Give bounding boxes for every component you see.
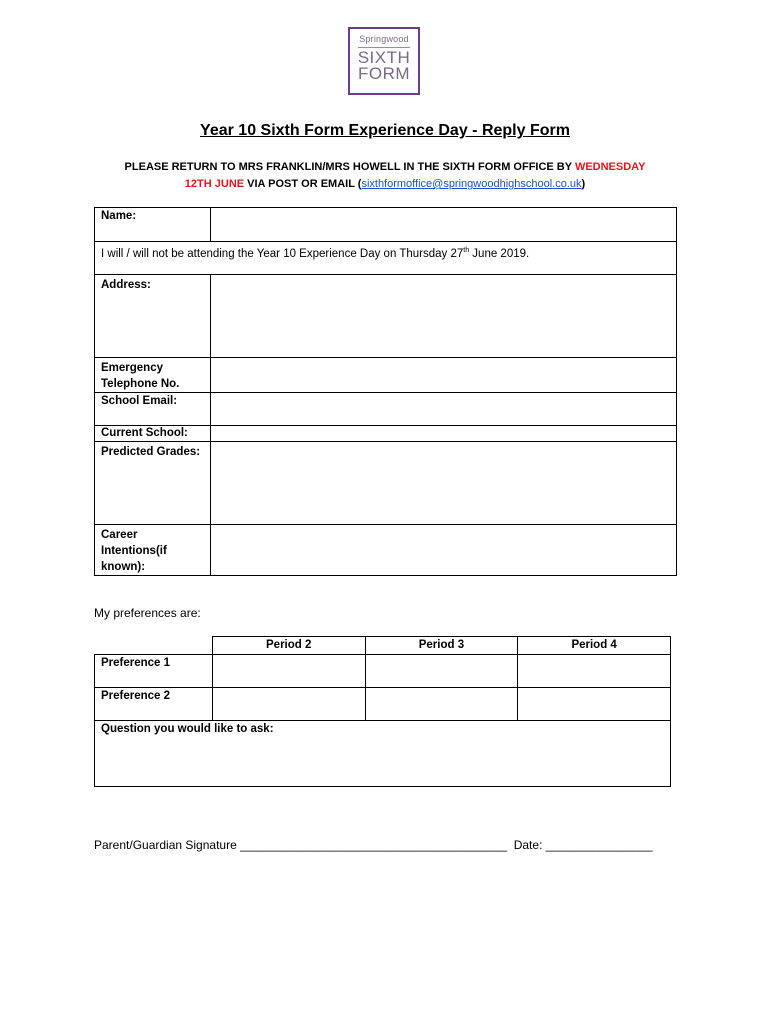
logo-line1: SIXTH xyxy=(357,48,411,67)
address-field[interactable] xyxy=(211,275,677,358)
notice-text-1: PLEASE RETURN TO MRS FRANKLIN/MRS HOWELL IN THE SIXTH FORM OFFICE BY xyxy=(124,161,575,173)
pref1-period4-cell[interactable] xyxy=(518,655,671,688)
return-notice xyxy=(90,159,680,193)
logo-line2: FORM xyxy=(357,64,411,83)
header-blank xyxy=(95,637,213,655)
table-row xyxy=(95,275,677,358)
table-row xyxy=(95,688,671,721)
table-row xyxy=(95,426,677,442)
attendance-text-before: I will / will not be attending the Year 10 Experience Day on Thursday 27 xyxy=(101,247,464,260)
pref2-period3-cell[interactable] xyxy=(365,688,518,721)
current-school-field[interactable] xyxy=(211,426,677,442)
table-row xyxy=(95,358,677,393)
address-label: Address: xyxy=(95,275,211,358)
career-intentions-label: Career Intentions(if known): xyxy=(95,525,211,576)
header-period-4: Period 4 xyxy=(518,637,671,655)
pref1-period2-cell[interactable] xyxy=(212,655,365,688)
current-school-label: Current School: xyxy=(95,426,211,442)
signature-label[interactable]: Parent/Guardian Signature ________________________________________ xyxy=(94,838,508,852)
pref2-period4-cell[interactable] xyxy=(518,688,671,721)
attendance-text-after: June 2019. xyxy=(469,247,530,260)
signature-line xyxy=(94,838,653,852)
page-title: Year 10 Sixth Form Experience Day - Reply Form xyxy=(200,122,570,139)
preferences-table xyxy=(94,636,671,787)
email-link[interactable]: sixthformoffice@springwoodhighschool.co.uk xyxy=(361,178,582,190)
table-row xyxy=(95,393,677,426)
school-email-label: School Email: xyxy=(95,393,211,426)
name-label: Name: xyxy=(95,208,211,242)
emergency-phone-label: Emergency Telephone No. xyxy=(95,358,211,393)
preference-2-label: Preference 2 xyxy=(95,688,213,721)
notice-text-2: VIA POST OR EMAIL ( xyxy=(244,178,362,190)
predicted-grades-field[interactable] xyxy=(211,442,677,525)
pref1-period3-cell[interactable] xyxy=(365,655,518,688)
pref2-period2-cell[interactable] xyxy=(212,688,365,721)
predicted-grades-label: Predicted Grades: xyxy=(95,442,211,525)
notice-text-3: ) xyxy=(581,178,586,190)
logo-top-text: Springwood xyxy=(359,34,409,44)
school-logo xyxy=(348,27,420,95)
question-field[interactable]: Question you would like to ask: xyxy=(95,721,671,787)
table-row xyxy=(95,442,677,525)
attendance-sup: th xyxy=(463,247,470,254)
career-intentions-field[interactable] xyxy=(211,525,677,576)
table-row xyxy=(95,208,677,242)
header-period-3: Period 3 xyxy=(365,637,518,655)
table-row xyxy=(95,525,677,576)
preferences-intro: My preferences are: xyxy=(94,606,201,620)
emergency-phone-field[interactable] xyxy=(211,358,677,393)
table-row xyxy=(95,721,671,787)
header-period-2: Period 2 xyxy=(212,637,365,655)
attendance-statement[interactable] xyxy=(95,242,677,275)
notice-deadline-day: WEDNESDAY xyxy=(574,161,646,173)
date-label[interactable]: Date: ________________ xyxy=(513,838,653,852)
preference-1-label: Preference 1 xyxy=(95,655,213,688)
table-row xyxy=(95,637,671,655)
school-email-field[interactable] xyxy=(211,393,677,426)
notice-deadline-date: 12TH JUNE xyxy=(184,178,245,190)
table-row xyxy=(95,242,677,275)
table-row xyxy=(95,655,671,688)
details-table xyxy=(94,207,677,576)
name-field[interactable] xyxy=(211,208,677,242)
